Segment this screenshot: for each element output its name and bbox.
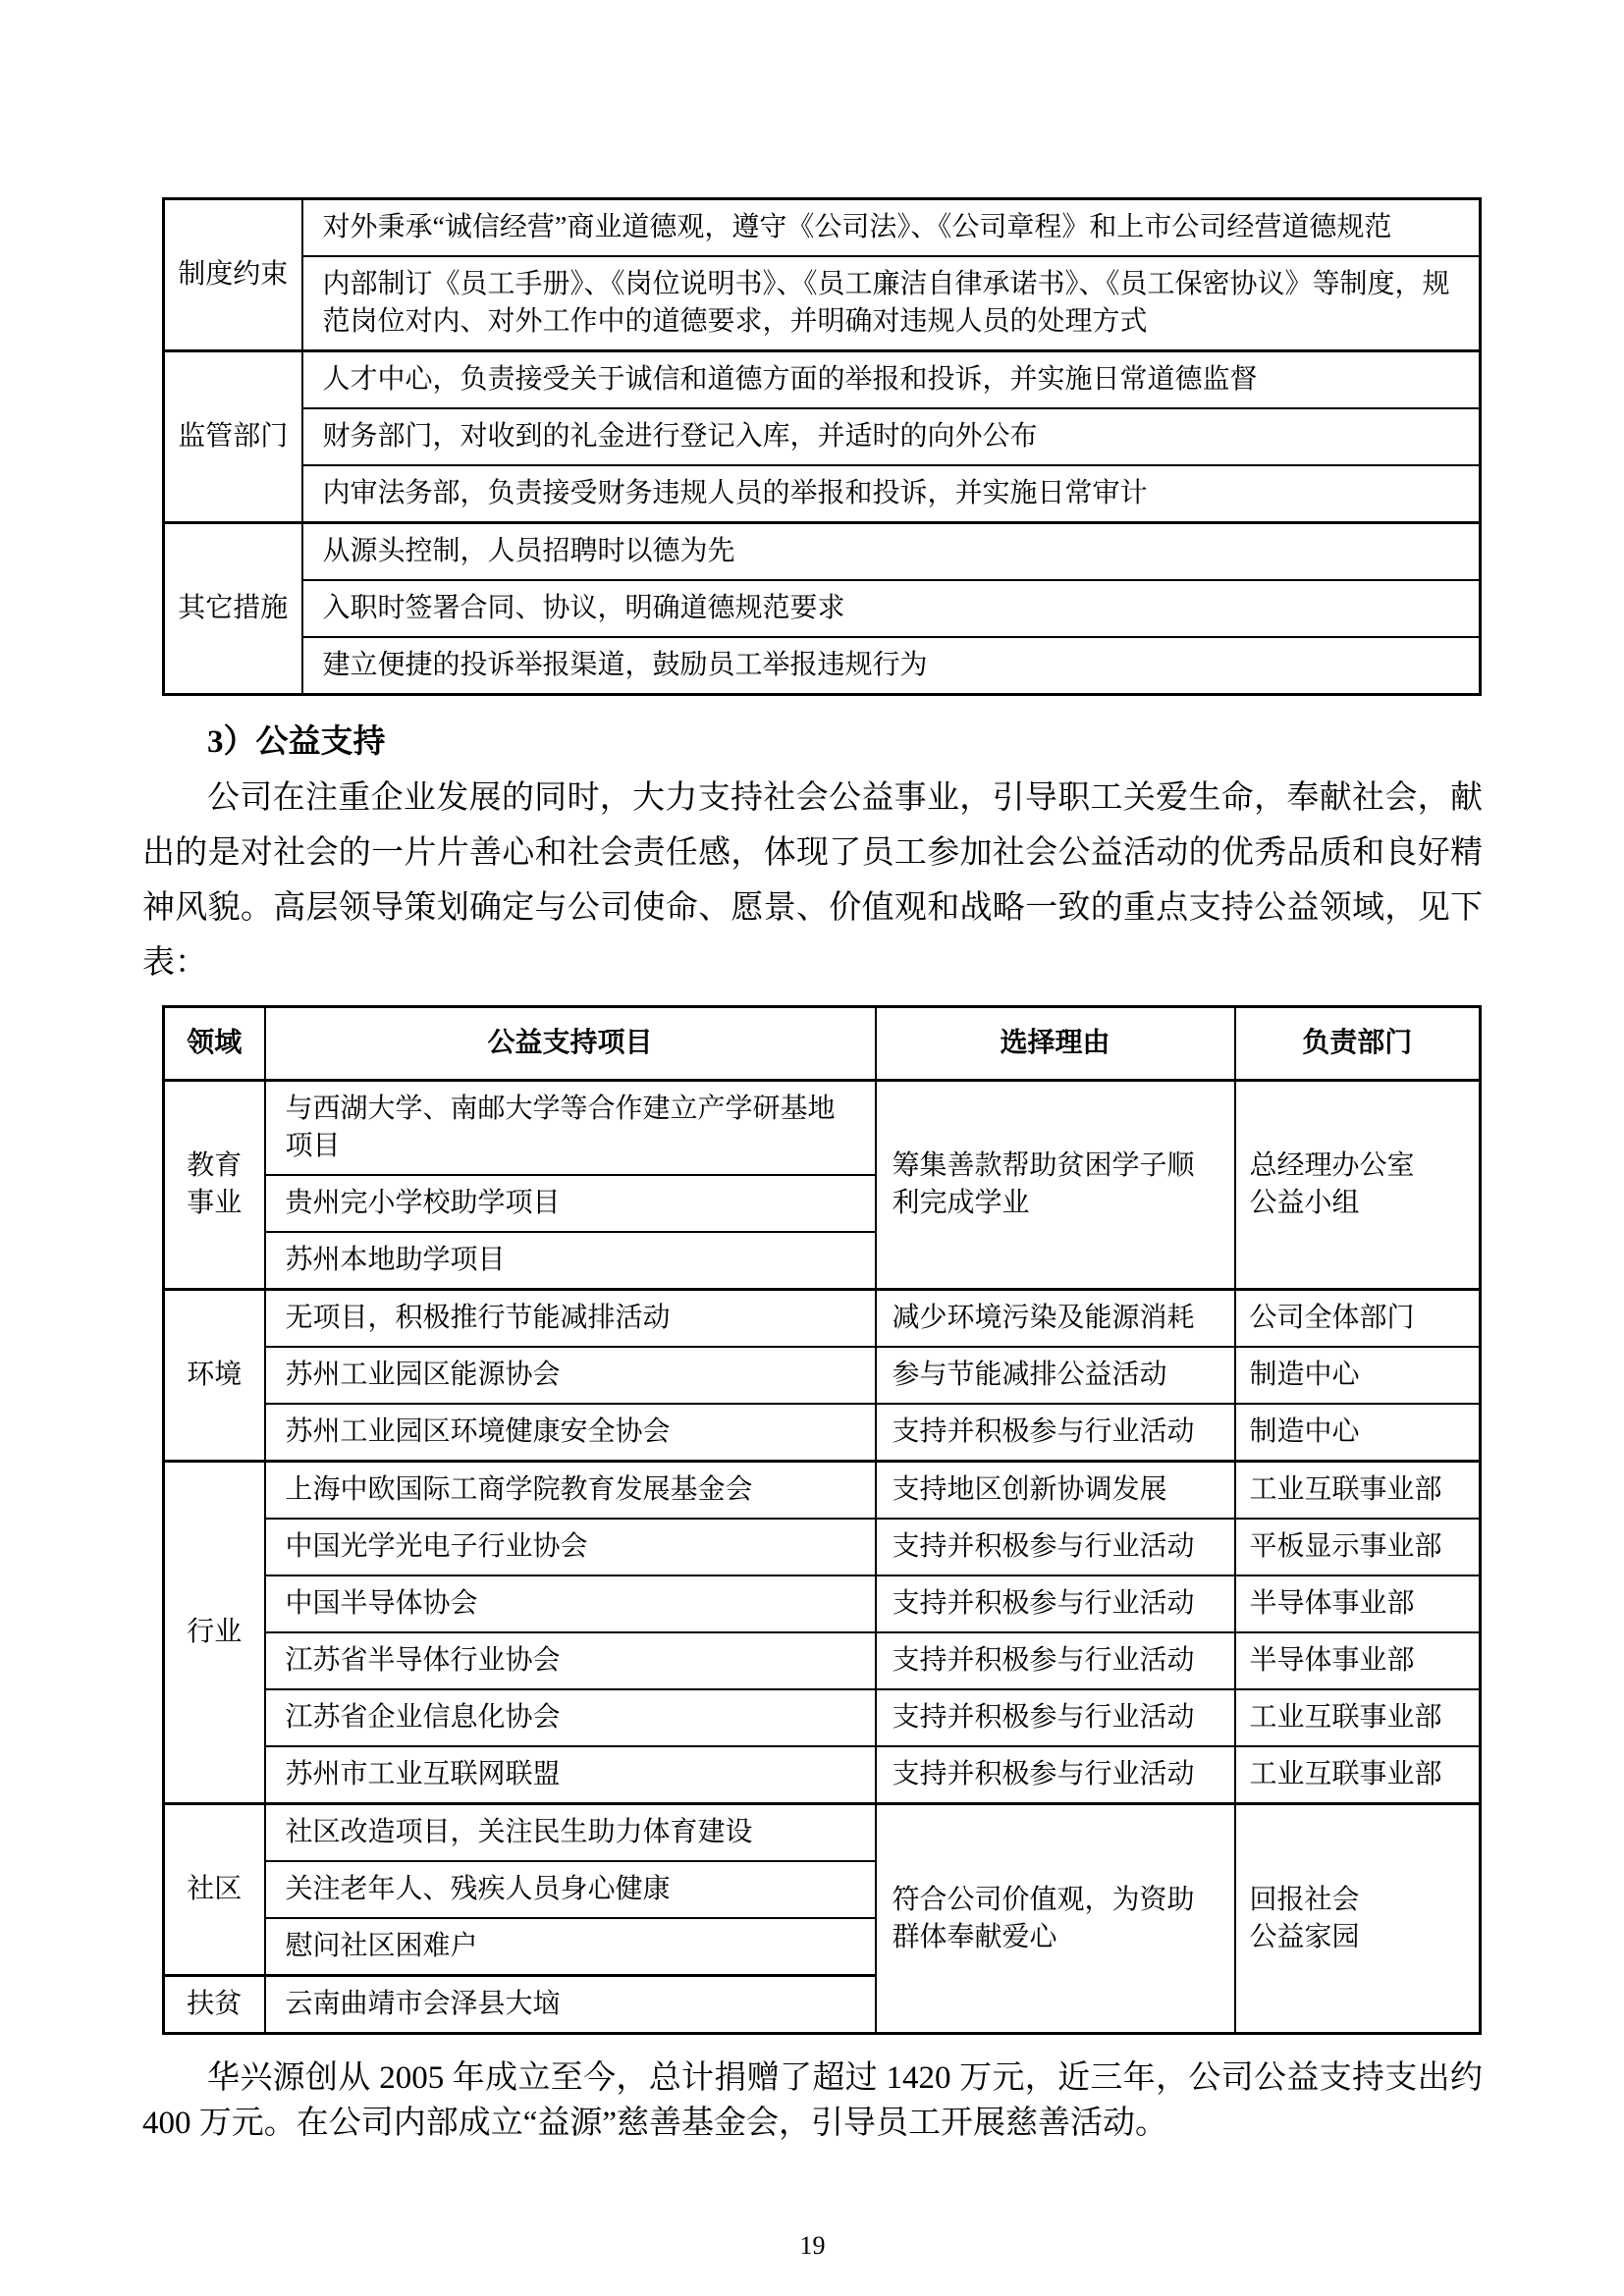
table-row — [164, 1462, 1481, 1520]
section-heading-public-welfare: 3）公益支持 — [207, 724, 386, 760]
area-line: 教育 — [187, 1150, 243, 1181]
department-cell: 制造中心 — [1235, 1404, 1481, 1462]
project-cell: 苏州工业园区能源协会 — [265, 1347, 876, 1404]
category-cell-other-measures: 其它措施 — [164, 523, 302, 695]
table-row — [164, 1746, 1481, 1804]
table-row — [164, 1404, 1481, 1462]
project-cell: 贵州完小学校助学项目 — [265, 1175, 876, 1232]
table-row — [164, 1347, 1481, 1404]
page-number: 19 — [799, 2231, 826, 2260]
header-cell-project: 公益支持项目 — [265, 1007, 876, 1081]
department-cell: 公司全体部门 — [1235, 1290, 1481, 1348]
measure-cell: 财务部门，对收到的礼金进行登记入库，并适时的向外公布 — [302, 408, 1481, 465]
department-cell: 工业互联事业部 — [1235, 1746, 1481, 1804]
area-cell-poverty: 扶贫 — [164, 1976, 265, 2034]
department-line: 回报社会 — [1249, 1884, 1360, 1915]
department-cell: 半导体事业部 — [1235, 1632, 1481, 1689]
public-welfare-table — [162, 1005, 1482, 2035]
department-cell: 工业互联事业部 — [1235, 1462, 1481, 1520]
measure-cell: 从源头控制，人员招聘时以德为先 — [302, 523, 1481, 581]
reason-cell: 支持并积极参与行业活动 — [876, 1689, 1235, 1746]
project-cell: 云南曲靖市会泽县大垴 — [265, 1976, 876, 2034]
category-cell-supervising-departments: 监管部门 — [164, 351, 302, 523]
project-cell: 无项目，积极推行节能减排活动 — [265, 1290, 876, 1348]
measure-cell: 入职时签署合同、协议，明确道德规范要求 — [302, 580, 1481, 637]
department-cell — [1235, 1081, 1481, 1290]
department-line: 公益小组 — [1249, 1188, 1360, 1218]
project-cell: 苏州市工业互联网联盟 — [265, 1746, 876, 1804]
table-row — [164, 1632, 1481, 1689]
reason-cell: 支持并积极参与行业活动 — [876, 1575, 1235, 1632]
project-cell: 江苏省半导体行业协会 — [265, 1632, 876, 1689]
table-row — [164, 465, 1481, 523]
measure-cell: 建立便捷的投诉举报渠道，鼓励员工举报违规行为 — [302, 637, 1481, 695]
project-cell: 苏州工业园区环境健康安全协会 — [265, 1404, 876, 1462]
table-row — [164, 256, 1481, 351]
reason-cell: 支持并积极参与行业活动 — [876, 1404, 1235, 1462]
table-row — [164, 1290, 1481, 1348]
department-line: 总经理办公室 — [1249, 1150, 1415, 1181]
project-cell: 苏州本地助学项目 — [265, 1232, 876, 1290]
reason-cell: 支持并积极参与行业活动 — [876, 1519, 1235, 1575]
ethics-measures-table — [162, 197, 1482, 696]
project-cell: 关注老年人、残疾人员身心健康 — [265, 1861, 876, 1918]
header-cell-area: 领域 — [164, 1007, 265, 1081]
project-cell: 中国半导体协会 — [265, 1575, 876, 1632]
department-cell: 制造中心 — [1235, 1347, 1481, 1404]
department-cell: 平板显示事业部 — [1235, 1519, 1481, 1575]
reason-cell: 减少环境污染及能源消耗 — [876, 1290, 1235, 1348]
project-cell: 与西湖大学、南邮大学等合作建立产学研基地项目 — [265, 1081, 876, 1176]
area-line: 事业 — [187, 1188, 243, 1218]
project-cell: 上海中欧国际工商学院教育发展基金会 — [265, 1462, 876, 1520]
table-row — [164, 1575, 1481, 1632]
reason-cell: 支持地区创新协调发展 — [876, 1462, 1235, 1520]
table-row — [164, 408, 1481, 465]
area-cell-community: 社区 — [164, 1804, 265, 1976]
closing-paragraph: 华兴源创从 2005 年成立至今，总计捐赠了超过 1420 万元，近三年，公司公益支持支出约 400 万元。在公司内部成立“益源”慈善基金会，引导员工开展慈善活动。 — [142, 2060, 1483, 2141]
project-cell: 社区改造项目，关注民生助力体育建设 — [265, 1804, 876, 1862]
department-cell: 工业互联事业部 — [1235, 1689, 1481, 1746]
measure-cell: 内部制订《员工手册》、《岗位说明书》、《员工廉洁自律承诺书》、《员工保密协议》等制度，规范岗位对内、对外工作中的道德要求，并明确对违规人员的处理方式 — [302, 256, 1481, 351]
reason-cell: 参与节能减排公益活动 — [876, 1347, 1235, 1404]
reason-cell: 符合公司价值观，为资助群体奉献爱心 — [876, 1804, 1235, 2034]
department-cell — [1235, 1804, 1481, 2034]
table-header-row — [164, 1007, 1481, 1081]
intro-paragraph: 公司在注重企业发展的同时，大力支持社会公益事业，引导职工关爱生命，奉献社会，献出的是对社会的一片片善心和社会责任感，体现了员工参加社会公益活动的优秀品质和良好精神风貌。高层领导策划确定与公司使命、愿景、价值观和战略一致的重点支持公益领域，见下表： — [142, 780, 1483, 981]
header-cell-department: 负责部门 — [1235, 1007, 1481, 1081]
measure-cell: 人才中心，负责接受关于诚信和道德方面的举报和投诉，并实施日常道德监督 — [302, 351, 1481, 409]
reason-cell: 筹集善款帮助贫困学子顺利完成学业 — [876, 1081, 1235, 1290]
table-row — [164, 637, 1481, 695]
table-row — [164, 351, 1481, 409]
table-row — [164, 1081, 1481, 1176]
table-row — [164, 580, 1481, 637]
department-cell: 半导体事业部 — [1235, 1575, 1481, 1632]
project-cell: 慰问社区困难户 — [265, 1918, 876, 1976]
project-cell: 中国光学光电子行业协会 — [265, 1519, 876, 1575]
area-cell-education — [164, 1081, 265, 1290]
measure-cell: 内审法务部，负责接受财务违规人员的举报和投诉，并实施日常审计 — [302, 465, 1481, 523]
reason-cell: 支持并积极参与行业活动 — [876, 1746, 1235, 1804]
table-row — [164, 1519, 1481, 1575]
category-cell-institutional-constraints: 制度约束 — [164, 199, 302, 351]
table-row — [164, 1689, 1481, 1746]
reason-cell: 支持并积极参与行业活动 — [876, 1632, 1235, 1689]
header-cell-reason: 选择理由 — [876, 1007, 1235, 1081]
area-cell-environment: 环境 — [164, 1290, 265, 1462]
table-row — [164, 1804, 1481, 1862]
table-row — [164, 199, 1481, 257]
department-line: 公益家园 — [1249, 1921, 1360, 1952]
project-cell: 江苏省企业信息化协会 — [265, 1689, 876, 1746]
measure-cell: 对外秉承“诚信经营”商业道德观，遵守《公司法》、《公司章程》和上市公司经营道德规范 — [302, 199, 1481, 257]
table-row — [164, 523, 1481, 581]
area-cell-industry: 行业 — [164, 1462, 265, 1804]
